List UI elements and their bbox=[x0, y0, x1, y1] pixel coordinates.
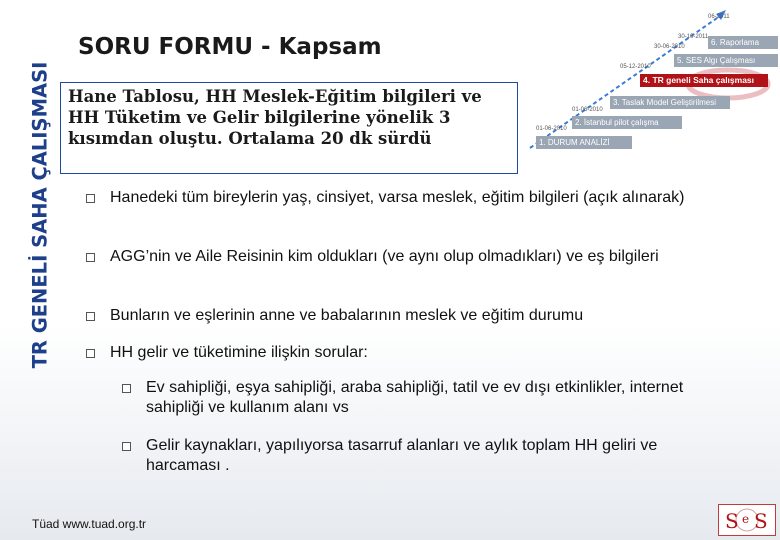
timeline-step-2: 2. İstanbul pilot çalışma bbox=[572, 116, 682, 129]
timeline-step-1: 1. DURUM ANALİZİ bbox=[536, 136, 632, 149]
svg-text:S: S bbox=[754, 509, 768, 533]
ses-logo bbox=[718, 504, 776, 536]
svg-text:S: S bbox=[725, 509, 739, 533]
footer-text: Tüad www.tuad.org.tr bbox=[32, 517, 147, 531]
bullet-text: Gelir kaynakları, yapılıyorsa tasarruf alanları ve aylık toplam HH geliri ve harcaması . bbox=[146, 437, 658, 474]
checkbox-bullet-icon bbox=[122, 384, 131, 393]
timeline-date-4: 05-12-2010 bbox=[620, 64, 651, 70]
timeline-step-3: 3. Taslak Model Geliştirilmesi bbox=[610, 96, 730, 109]
timeline-date-6: 30-10-2011 bbox=[678, 34, 709, 40]
checkbox-bullet-icon bbox=[86, 312, 95, 321]
timeline-date-7: 06-2011 bbox=[708, 14, 730, 20]
timeline-date-5: 30-06-2010 bbox=[654, 44, 685, 50]
bullet-text: Ev sahipliği, eşya sahipliği, araba sahipliği, tatil ve ev dışı etkinlikler, internet sahipliği ve kullanım alanı vs bbox=[146, 379, 684, 416]
bullet-text: Bunların ve eşlerinin anne ve babalarının meslek ve eğitim durumu bbox=[110, 307, 584, 324]
project-timeline bbox=[520, 6, 778, 156]
side-title-container bbox=[22, 0, 58, 430]
timeline-date-2: 01-06-2010 bbox=[572, 107, 603, 113]
timeline-step-5: 5. SES Algı Çalışması bbox=[674, 54, 778, 67]
bullet-text: HH gelir ve tüketimine ilişkin sorular: bbox=[110, 344, 368, 361]
timeline-step-4: 4. TR geneli Saha çalışması bbox=[640, 74, 768, 87]
timeline-date-1: 01-06-2010 bbox=[536, 126, 567, 132]
checkbox-bullet-icon bbox=[122, 442, 131, 451]
side-title: TR GENELİ SAHA ÇALIŞMASI bbox=[28, 61, 52, 369]
highlight-text: Hane Tablosu, HH Meslek-Eğitim bilgileri ve HH Tüketim ve Gelir bilgilerine yönelik 3 kısımdan oluştu. Ortalama 20 dk sürdü bbox=[68, 87, 482, 148]
svg-text:e: e bbox=[742, 512, 750, 526]
timeline-step-6: 6. Raporlama bbox=[708, 36, 778, 49]
checkbox-bullet-icon bbox=[86, 253, 95, 262]
slide-title: SORU FORMU - Kapsam bbox=[78, 34, 382, 60]
checkbox-bullet-icon bbox=[86, 194, 95, 203]
ses-logo-graphic bbox=[719, 505, 775, 535]
bullet-text: Hanedeki tüm bireylerin yaş, cinsiyet, varsa meslek, eğitim bilgileri (açık alınarak) bbox=[110, 189, 685, 206]
checkbox-bullet-icon bbox=[86, 349, 95, 358]
bullet-text: AGG’nin ve Aile Reisinin kim oldukları (ve aynı olup olmadıkları) ve eş bilgileri bbox=[110, 248, 659, 265]
